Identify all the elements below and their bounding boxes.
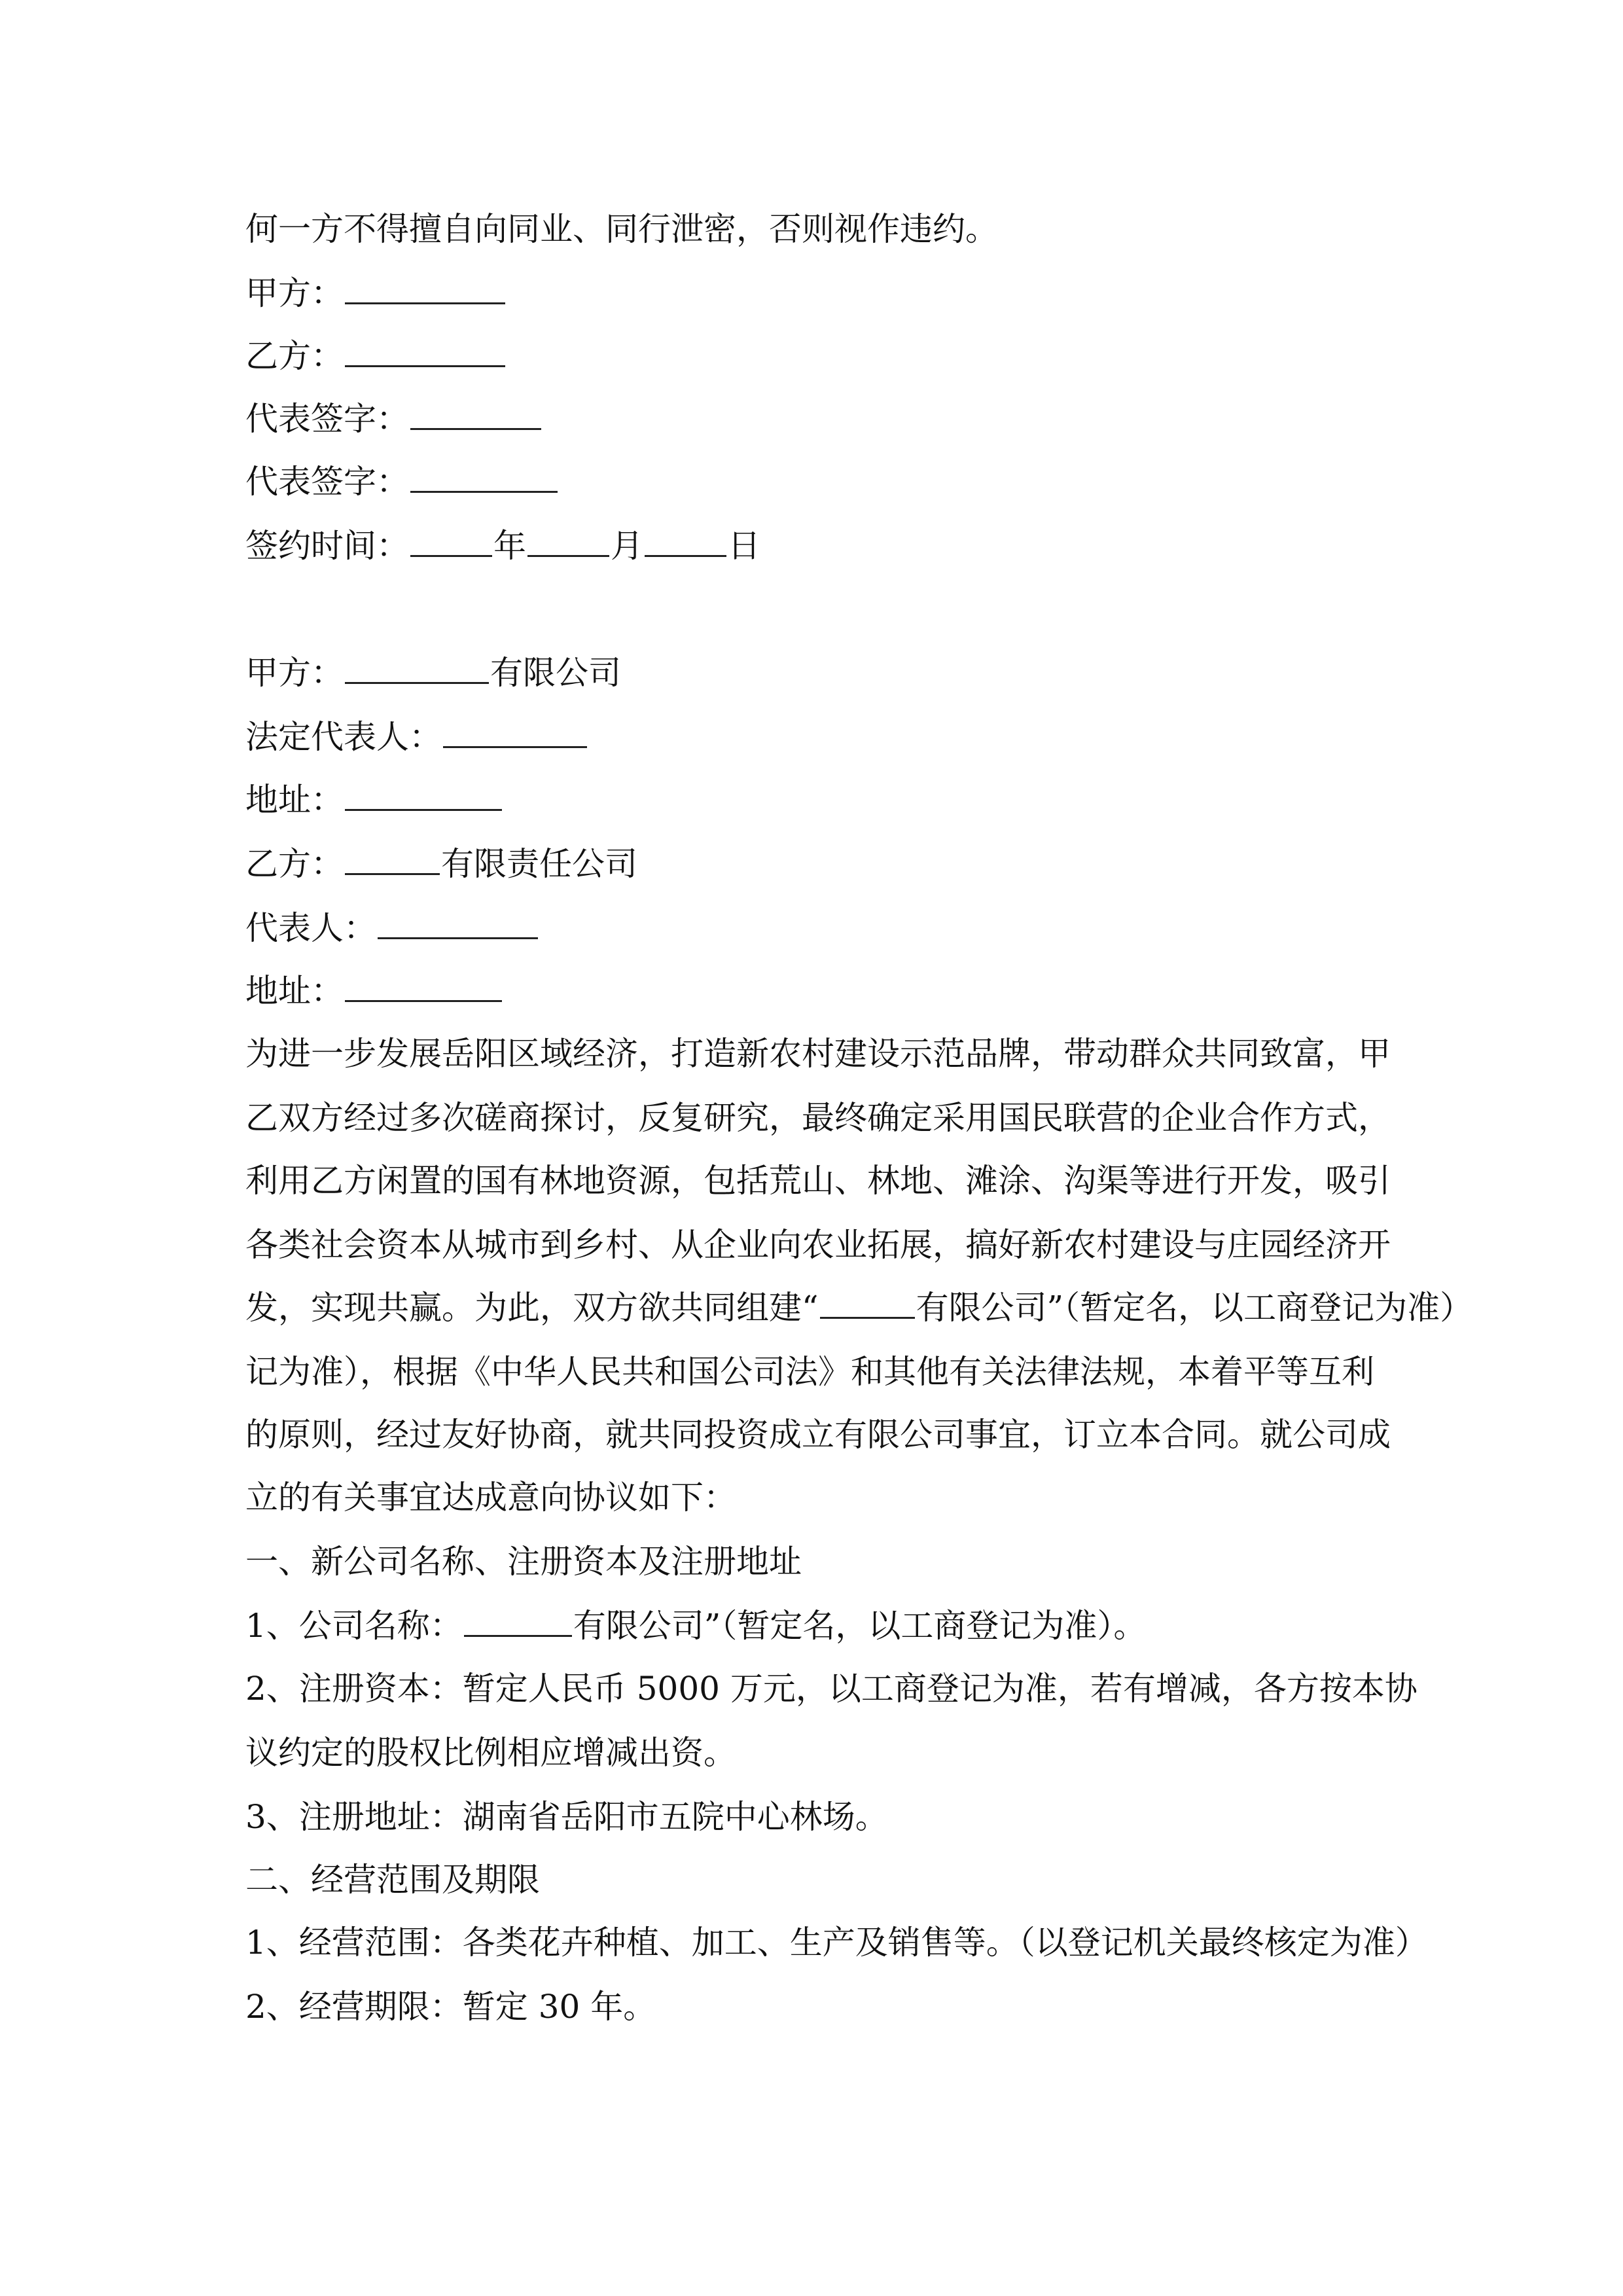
month-label: 月 bbox=[611, 527, 643, 565]
party-a-blank[interactable] bbox=[345, 274, 505, 304]
address-b-line bbox=[245, 971, 503, 1011]
rep-sign-2-label: 代表签字： bbox=[245, 463, 409, 501]
preamble-line-8: 的原则，经过友好协商，就共同投资成立有限公司事宜，订立本合同。就公司成 bbox=[245, 1416, 1391, 1454]
legal-rep-label: 法定代表人： bbox=[245, 718, 442, 756]
rep-signature-line-2 bbox=[245, 462, 559, 501]
company-name-blank[interactable] bbox=[820, 1288, 915, 1319]
rep-b-line bbox=[245, 908, 539, 948]
company-name-suffix: 有限公司”（暂定名，以工商登记为准）。 bbox=[573, 1607, 1147, 1645]
address-a-blank[interactable] bbox=[345, 780, 502, 811]
rep-sign-1-blank[interactable] bbox=[410, 399, 541, 430]
party-b-blank[interactable] bbox=[345, 336, 505, 367]
section-1-item-2-line-2: 议约定的股权比例相应增减出资。 bbox=[245, 1734, 736, 1772]
rep-sign-1-label: 代表签字： bbox=[245, 400, 409, 438]
party-a-label-2: 甲方： bbox=[245, 654, 344, 692]
year-label: 年 bbox=[493, 527, 526, 565]
preamble-line-1: 为进一步发展岳阳区域经济，打造新农村建设示范品牌，带动群众共同致富，甲 bbox=[245, 1035, 1391, 1073]
party-a-signature-line bbox=[245, 274, 507, 313]
day-blank[interactable] bbox=[645, 526, 726, 557]
preamble-line-3: 利用乙方闲置的国有林地资源，包括荒山、林地、滩涂、沟渠等进行开发，吸引 bbox=[245, 1162, 1391, 1200]
sign-date-label: 签约时间： bbox=[245, 527, 409, 565]
preamble-line-2: 乙双方经过多次磋商探讨，反复研究，最终确定采用国民联营的企业合作方式， bbox=[245, 1099, 1391, 1137]
rep-b-label: 代表人： bbox=[245, 909, 376, 947]
party-b-name-blank[interactable] bbox=[345, 844, 440, 875]
preamble-line-9: 立的有关事宜达成意向协议如下： bbox=[245, 1479, 736, 1516]
party-a-label: 甲方： bbox=[245, 274, 344, 312]
rep-b-blank[interactable] bbox=[378, 908, 538, 939]
party-b-line bbox=[245, 844, 637, 884]
legal-rep-blank[interactable] bbox=[443, 717, 587, 748]
preamble-line-6 bbox=[245, 1288, 1472, 1327]
section-2-heading: 二、经营范围及期限 bbox=[245, 1861, 540, 1899]
preamble-line-6-after: 有限公司”（暂定名，以工商登记为准） bbox=[916, 1289, 1473, 1327]
address-a-label: 地址： bbox=[245, 781, 344, 819]
sign-date-line bbox=[245, 526, 760, 565]
day-label: 日 bbox=[728, 527, 760, 565]
party-b-suffix: 有限责任公司 bbox=[441, 845, 637, 883]
section-2-item-1: 1、经营范围：各类花卉种植、加工、生产及销售等。（以登记机关最终核定为准） bbox=[245, 1924, 1428, 1962]
company-name-label: 1、公司名称： bbox=[245, 1607, 463, 1645]
preamble-line-4: 各类社会资本从城市到乡村、从企业向农业拓展，搞好新农村建设与庄园经济开 bbox=[245, 1226, 1391, 1264]
address-b-label: 地址： bbox=[245, 972, 344, 1010]
party-a-suffix: 有限公司 bbox=[490, 654, 621, 692]
legal-rep-line bbox=[245, 717, 588, 757]
rep-signature-line-1 bbox=[245, 399, 543, 439]
rep-sign-2-blank[interactable] bbox=[410, 462, 558, 493]
section-2-item-2: 2、经营期限：暂定 30 年。 bbox=[245, 1988, 656, 2026]
company-name-blank-2[interactable] bbox=[464, 1606, 572, 1637]
section-1-item-3: 3、注册地址：湖南省岳阳市五院中心林场。 bbox=[245, 1798, 888, 1836]
confidentiality-clause-end: 何一方不得擅自向同业、同行泄密，否则视作违约。 bbox=[245, 210, 998, 248]
year-blank[interactable] bbox=[410, 526, 492, 557]
party-a-line bbox=[245, 653, 621, 692]
section-1-item-2-line-1: 2、注册资本：暂定人民币 5000 万元，以工商登记为准，若有增减，各方按本协 bbox=[245, 1670, 1418, 1708]
month-blank[interactable] bbox=[527, 526, 609, 557]
address-a-line bbox=[245, 780, 503, 819]
party-b-label-2: 乙方： bbox=[245, 845, 344, 883]
party-b-signature-line bbox=[245, 336, 507, 376]
section-1-item-1 bbox=[245, 1606, 1146, 1645]
section-1-heading: 一、新公司名称、注册资本及注册地址 bbox=[245, 1543, 802, 1581]
preamble-line-6-before: 发，实现共赢。为此，双方欲共同组建“ bbox=[245, 1289, 819, 1327]
party-a-name-blank[interactable] bbox=[345, 653, 489, 684]
preamble-line-7: 记为准），根据《中华人民共和国公司法》和其他有关法律法规，本着平等互利 bbox=[245, 1353, 1374, 1391]
party-b-label: 乙方： bbox=[245, 337, 344, 375]
address-b-blank[interactable] bbox=[345, 971, 502, 1002]
